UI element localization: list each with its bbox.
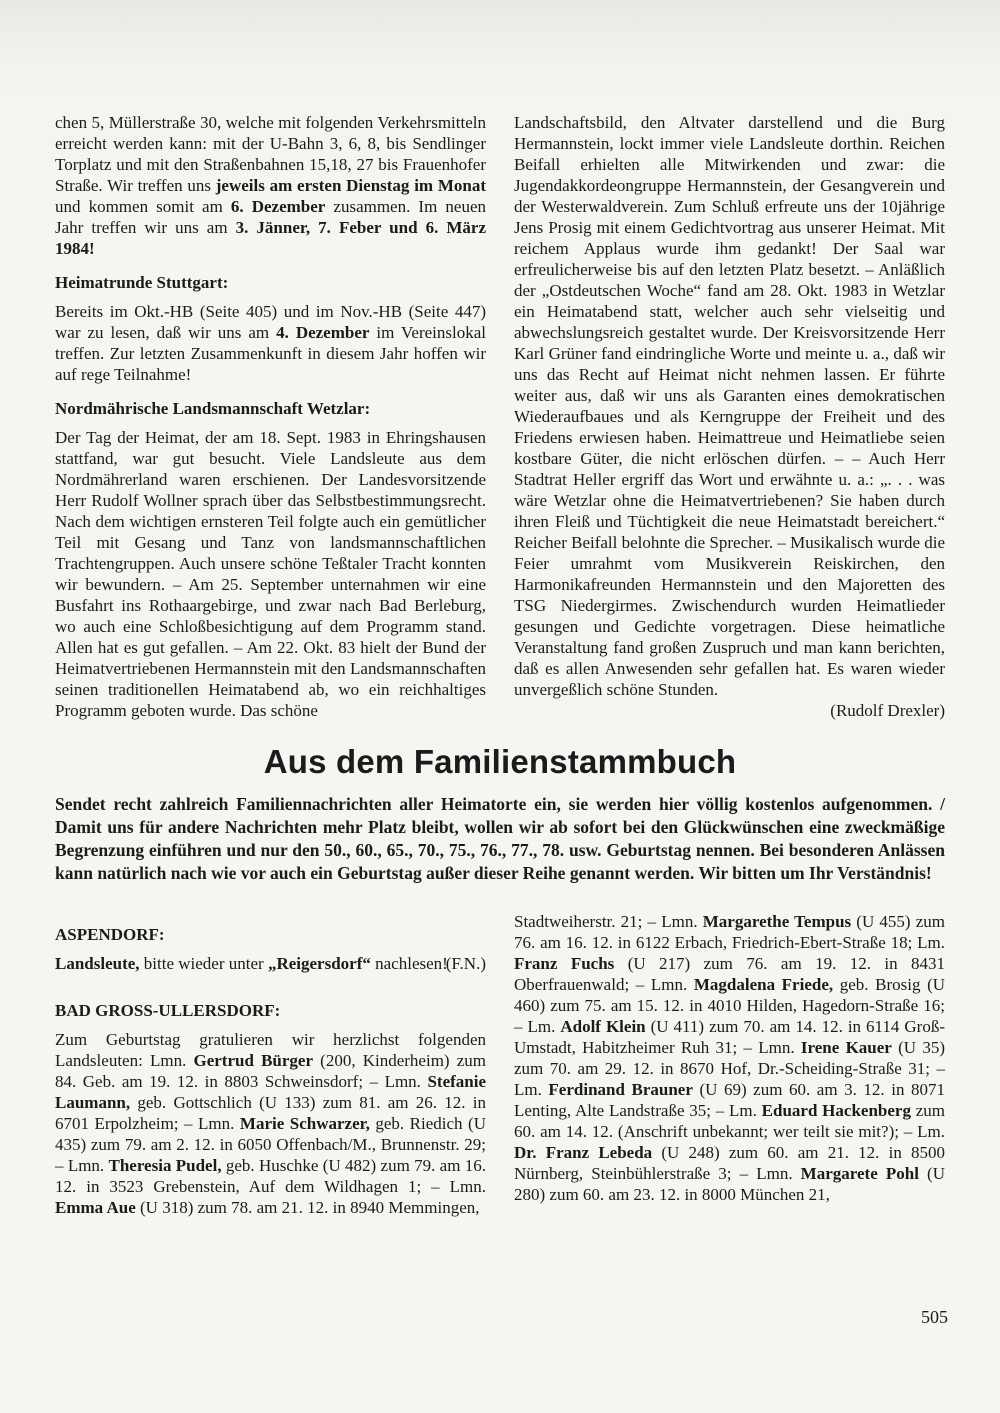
section-heading-nordmaehrische-landsmannschaft: Nordmährische Landsmannschaft Wetzlar:: [55, 399, 371, 418]
byline-rudolf-drexler: (Rudolf Drexler): [830, 701, 945, 720]
paragraph-nordmaehrische-landsmannschaft: Der Tag der Heimat, der am 18. Sept. 1983 in Ehringshausen stattfand, war gut besucht. Viele Landsleute aus dem Nordmährerland waren erschienen. Der Landesvorsitzende Herr Rudolf Wollner sprach über das Selbstbestimmungsrecht. Nach dem wichtigen ernsteren Teil folgte auch ein gemütlicher Teil mit Gesang und Tanz von landsmannschaftlichen Trachtengruppen. Auch unsere schöne Teßtaler Tracht konnten wir bewundern. – Am 25. September unternahmen wir eine Busfahrt ins Rothaargebirge, und zwar nach Bad Berleburg, wo auch eine Schloßbesichtigung auf dem Programm stand. Allen hat es gut gefallen. – Am 22. Okt. 83 hielt der Bund der Heimatvertriebenen Hermannstein mit den Landsmannschaften seinen traditionellen Heimatabend ab, wo ein reichhaltiges Programm geboten wurde. Das schöne: [55, 428, 486, 720]
paragraph-aspendorf: Landsleute, bitte wieder unter „Reigersdorf“ nachlesen!: [55, 954, 448, 973]
paragraph-aspendorf-wrap: [55, 953, 486, 974]
paragraph-wetzlar-report: Landschaftsbild, den Altvater darstellend und die Burg Hermannstein, lockt immer viele Landsleute dorthin. Reichen Beifall erhielten alle Mitwirkenden und zwar: die Jugendakkordeongruppe Hermannstein, der Gesangverein und der Westerwaldverein. Zum Schluß erfreute uns der 10jährige Jens Prosig mit einem Gedichtvortrag aus unserer Heimat. Mit reichem Applaus wurde ihm gedankt! Der Saal war erfreulicherweise bis auf den letzten Platz besetzt. – Anläßlich der „Ostdeutschen Woche“ fand am 28. Okt. 1983 in Wetzlar ein Heimatabend statt, welcher auch sehr vielseitig und abwechslungsreich gestaltet wurde. Der Kreisvorsitzende Herr Karl Grüner fand eindringliche Worte und meinte u. a., daß wir uns das Recht auf Heimat nicht nehmen lassen. Er führte weiter aus, daß wir uns als Garanten eines demokratischen Wiederaufbaues und als Kerngruppe der Freiheit und des Friedens erwiesen haben. Heimattreue und Heimatliebe seien kostbare Güter, die nicht erlöschen dürfen. – – Auch Herr Stadtrat Heller ergriff das Wort und erwähnte u. a.: „. . . was wäre Wetzlar ohne die Heimatvertriebenen? Sie haben durch ihren Fleiß und Tüchtigkeit die neue Heimatstadt bereichert.“ Reicher Beifall belohnte die Sprecher. – Musikalisch wurde die Feier umrahmt vom Musikverein Reiskirchen, den Harmonikafreunden Hermannstein und den Majoretten des TSG Niedergirmes. Zwischendurch wurden Heimatlieder gesungen und Gedichte vorgetragen. Diese heimatliche Veranstaltung fand großen Zuspruch und man kann berichten, daß es allen Anwesenden sehr gefallen hat. Es waren wieder unvergeßlich schöne Stunden.: [514, 113, 946, 699]
intro-paragraph: Sendet recht zahlreich Familiennachrichten aller Heimatorte ein, sie werden hier völlig kostenlos aufgenommen. / Damit uns für andere Nachrichten mehr Platz bleibt, wollen wir ab sofort bei den Glückwünschen eine zweckmäßige Begrenzung einführen und nur den 50., 60., 65., 70., 75., 76., 77., 78. usw. Geburtstag nennen. Bei besonderen Anlässen kann natürlich nach wie vor auch ein Geburtstag außer dieser Reihe genannt werden. Wir bitten um Ihr Verständnis!: [55, 794, 945, 883]
bottom-left-column: [55, 911, 486, 1218]
bottom-right-column: [514, 911, 945, 1218]
paragraph-munich-meeting: chen 5, Müllerstraße 30, welche mit folgenden Verkehrsmitteln erreicht werden kann: mit der U-Bahn 3, 6, 8, bis Sendlinger Torplatz und mit den Straßenbahnen 15,18, 27 bis Frauenhofer Straße. Wir treffen uns jeweils am ersten Dienstag im Monat und kommen somit am 6. Dezember zusammen. Im neuen Jahr treffen wir uns am 3. Jänner, 7. Feber und 6. März 1984!: [55, 113, 487, 258]
section-aspendorf: [55, 924, 486, 974]
section-heading-heimatrunde-stuttgart: Heimatrunde Stuttgart:: [55, 273, 229, 292]
section-bad-gross-ullersdorf: [55, 1000, 486, 1218]
paragraph-bad-gross-ullersdorf: Zum Geburtstag gratulieren wir herzlichst folgenden Landsleuten: Lmn. Gertrud Bürger (200, Kinderheim) zum 84. Geb. am 19. 12. in 8803 Schweinsdorf; – Lmn. Stefanie Laumann, geb. Gottschlich (U 133) zum 81. am 26. 12. in 6701 Erpolzheim; – Lmn. Marie Schwarzer, geb. Riedich (U 435) zum 79. am 2. 12. in 6050 Offenbach/M., Brunnenstr. 29; – Lmn. Theresia Pudel, geb. Huschke (U 482) zum 79. am 16. 12. in 3523 Grebenstein, Auf dem Wildhagen 1; – Lmn. Emma Aue (U 318) zum 78. am 21. 12. in 8940 Memmingen,: [55, 1030, 487, 1217]
section-heading-aspendorf: ASPENDORF:: [55, 925, 165, 944]
section-heading-bad-gross-ullersdorf: BAD GROSS-ULLERSDORF:: [55, 1001, 281, 1020]
page-number: 505: [921, 1307, 948, 1327]
note-fn: (F.N.): [445, 954, 486, 973]
top-section: [55, 112, 945, 721]
family-news-section: [55, 911, 945, 1218]
paragraph-birthday-list-continued: Stadtweiherstr. 21; – Lmn. Margarethe Tempus (U 455) zum 76. am 16. 12. in 6122 Erbach, Friedrich-Ebert-Straße 18; Lm. Franz Fuchs (U 217) zum 76. am 19. 12. in 8431 Oberfrauenwald; – Lmn. Magdalena Friede, geb. Brosig (U 460) zum 75. am 15. 12. in 4010 Hilden, Hagedorn-Straße 16; – Lm. Adolf Klein (U 411) zum 70. am 14. 12. in 6114 Groß-Umstadt, Habitzheimer Ruh 31; – Lmn. Irene Kauer (U 35) zum 70. am 29. 12. in 8670 Hof, Dr.-Scheiding-Straße 31; – Lm. Ferdinand Brauner (U 69) zum 60. am 3. 12. in 8071 Lenting, Alte Landstraße 35; – Lm. Eduard Hackenberg zum 60. am 14. 12. (Anschrift unbekannt; wer teilt sie mit?); – Lm. Dr. Franz Lebeda (U 248) zum 60. am 21. 12. in 8500 Nürnberg, Steinbühlerstraße 3; – Lmn. Margarete Pohl (U 280) zum 60. am 23. 12. in 8000 München 21,: [514, 912, 946, 1204]
page-title-familienstammbuch: Aus dem Familienstammbuch: [263, 743, 737, 780]
top-right-column: [514, 112, 945, 721]
top-left-column: [55, 112, 486, 721]
paragraph-heimatrunde-stuttgart: Bereits im Okt.-HB (Seite 405) und im Nov.-HB (Seite 447) war zu lesen, daß wir uns am 4. Dezember im Vereinslokal treffen. Zur letzten Zusammenkunft in diesem Jahr hoffen wir auf rege Teilnahme!: [55, 302, 486, 384]
